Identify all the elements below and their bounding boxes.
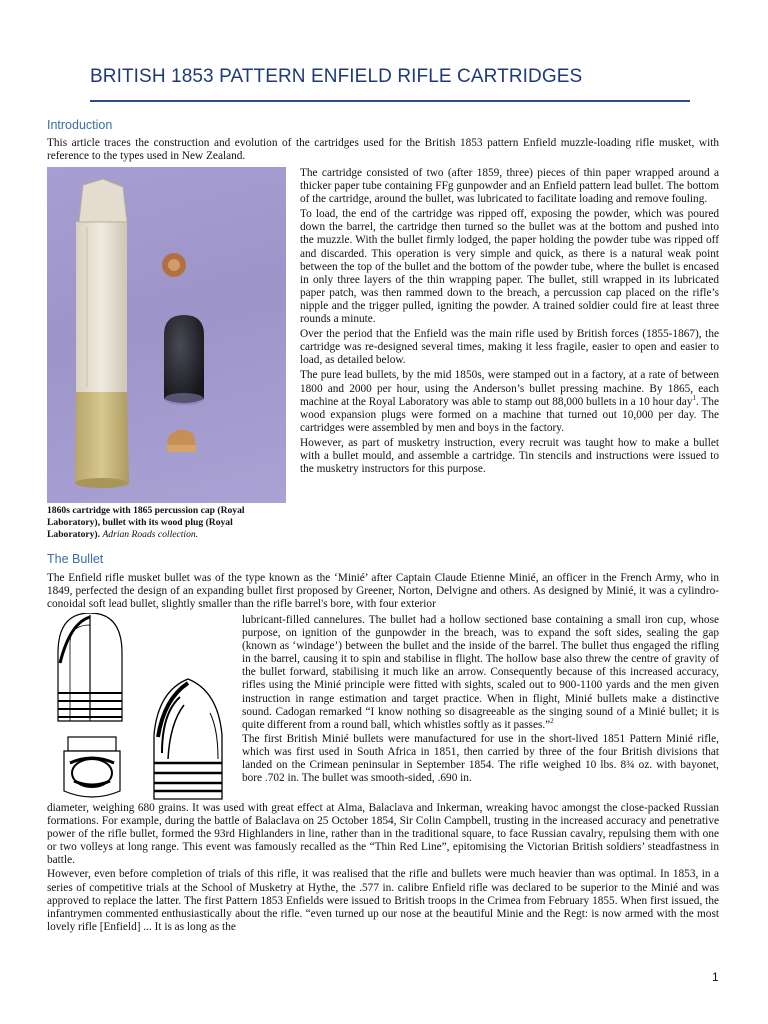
heading-introduction: Introduction: [47, 118, 113, 132]
bullet-drawings: [50, 613, 240, 801]
photo-caption: [47, 505, 287, 541]
page-number: 1: [712, 970, 719, 984]
footnote-ref: 1: [692, 393, 696, 402]
heading-the-bullet: The Bullet: [47, 552, 104, 566]
intro-paragraph: This article traces the construction and evolution of the cartridges used for the British 1853 pattern Enfield muzzle-loading rifle musket, with reference to the types used in New Zealand.: [47, 137, 719, 163]
bullet-paragraph: The first British Minié bullets were manufactured for use in the short-lived 1851 Pattern Minié rifle, which was first used in South Africa in 1851, then carried by three of the four British divisions that landed on the Crimean peninsular in September 1854. The rifle weighed 10 lbs. 8¾ oz. with bayonet, bore .702 in. The bullet was smooth-sided, .690 in.: [242, 732, 719, 785]
caption-text: 1860s cartridge with 1865 percussion cap (Royal Laboratory), bullet with its wood plug (Royal Laboratory).: [47, 505, 245, 540]
bottom-paragraph: However, even before completion of trials of this rifle, it was realised that the rifle and bullets were much heavier than was optimal. In 1853, in a series of competitive trials at the School of Musketry at Hythe, the .577 in. calibre Enfield rifle was declared to be superior to the Minié and was approved to replace the latter. The first Pattern 1853 Enfields were issued to British troops in the Crimea from February 1855. When first issued, the infantrymen commented enthusiastically about the rifle. “even turned up our nose at the beautiful Minie and the Regt: is now armed with the most lovely rifle [Enfield] ... It is as long as the: [47, 868, 719, 933]
cartridge-photo: [47, 167, 286, 503]
document-title: BRITISH 1853 PATTERN ENFIELD RIFLE CARTRIDGES: [90, 66, 583, 87]
right-column: [300, 167, 719, 478]
bullet-intro-paragraph: The Enfield rifle musket bullet was of the type known as the ‘Minié’ after Captain Claude Etienne Minié, an officer in the French Army, who in 1849, perfected the design of an expanding bullet first proposed by Greener, Norton, Delvigne and others. As designed by Minié, it was a cylindro-conoidal soft lead bullet, slightly smaller than the rifle barrel's bore, with four exterior: [47, 572, 719, 611]
bullet-paragraph: [242, 614, 719, 732]
minie-bullet-engravings: [50, 613, 240, 801]
bullet-text: lubricant-filled cannelures. The bullet had a hollow sectioned base containing a small iron cup, whose purpose, on ignition of the gunpowder in the breach, was to expand the soft sides, sealing the gap (known as ‘windage’) between the bullet and the inside of the barrel. The bullet thus engaged the rifling in the barrel, causing it to spin and stabilise in flight. The hollow base also threw the centre of gravity of the bullet forward, stabilising it much like an arrow. Consequently because of this increased accuracy, rifles using the Minié principle were fitted with sights, scaled out to 900-1100 yards and the men given instruction in range estimation and target practice. When in flight, Minié bullets make a distinctive sound. Cadogan remarked “I know nothing so disagreeable as the singing sound of a Minié bullet; it is quite different from a round ball, which whistles softly as it passes.”: [242, 614, 719, 731]
footnote-ref: 2: [550, 716, 554, 725]
title-rule: [90, 100, 690, 102]
right-paragraph: To load, the end of the cartridge was ripped off, exposing the powder, which was poured down the barrel, the cartridge then turned so the bullet was at the bottom and pushed into the muzzle. With the bullet firmly lodged, the paper holding the powder tube was ripped off and discarded. This operation is very simple and quick, as there is a natural weak point between the top of the bullet and the bottom of the powder tube, where the bullet is encased in only three layers of the thin wrapping paper. The bullet, still wrapped in its lubricated paper patch, was then rammed down to the breach, a percussion cap placed on the rifle’s nipple and the trigger pulled, igniting the powder. A trained soldier could fire at least three rounds a minute.: [300, 208, 719, 326]
lead-text-after: . The wood expansion plugs were formed on a machine that turned out 10,000 per day. The cartridges were assembled by men and boys in the factory.: [300, 395, 719, 434]
right-paragraph: The cartridge consisted of two (after 1859, three) pieces of thin paper wrapped around a thicker paper tube containing FFg gunpowder and an Enfield pattern lead bullet. The bottom of the cartridge, around the bullet, was lubricated to facilitate loading and remove fouling.: [300, 167, 719, 206]
right-paragraph: However, as part of musketry instruction, every recruit was taught how to make a bullet with a bullet mould, and assemble a cartridge. Tin stencils and instructions were issued to the musketry instructors for this purpose.: [300, 436, 719, 476]
caption-credit: Adrian Roads collection.: [102, 529, 199, 540]
bottom-flow: [47, 802, 719, 935]
lead-text-before: The pure lead bullets, by the mid 1850s, were stamped out in a factory, at a rate of between 1800 and 2000 per hour, using the Anderson’s bullet pressing machine. By 1865, each machine at the Royal Laboratory was able to stamp out 88,000 bullets in a 10 hour day: [300, 369, 719, 408]
bullet-flow-column: [242, 614, 719, 786]
right-paragraph: Over the period that the Enfield was the main rifle used by British forces (1855-1867), the cartridge was re-designed several times, making it less fragile, easier to open and easier to load, as detailed below.: [300, 328, 719, 367]
bottom-paragraph: diameter, weighing 680 grains. It was used with great effect at Alma, Balaclava and Inkerman, wreaking havoc amongst the close-packed Russian formations. For example, during the battle of Balaclava on 25 October 1854, Sir Colin Campbell, trusting in the increased accuracy and penetrative power of the rifle bullet, formed the 93rd Highlanders in line, rather than in the traditional square, to face Russian cavalry, repulsing them with one or two volleys at long range. This event was famously recalled as the “Thin Red Line”, epitomising the Victorian British soldiers’ steadfastness in battle.: [47, 802, 719, 867]
lead-bullet-paragraph: [300, 369, 719, 434]
cartridge-photo-illustration: [47, 167, 286, 503]
